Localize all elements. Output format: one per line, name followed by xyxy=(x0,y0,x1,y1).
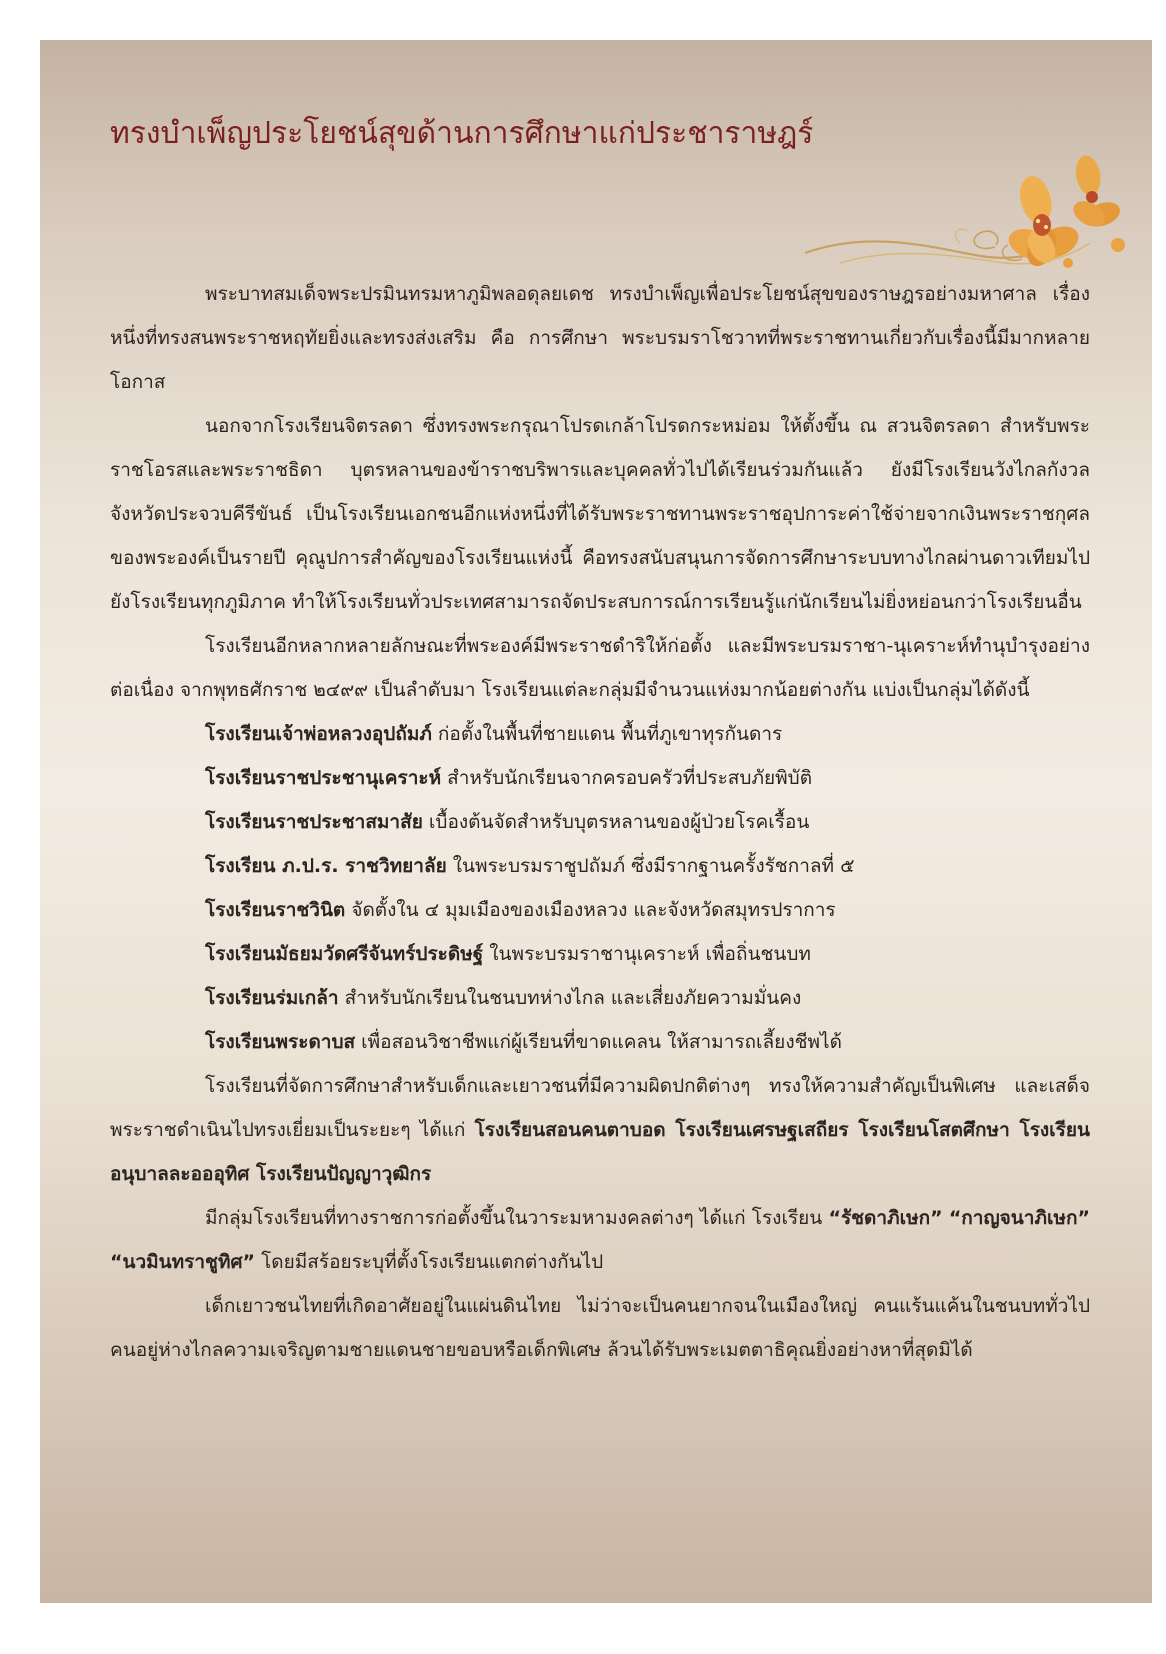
school-desc: เบื้องต้นจัดสำหรับบุตรหลานของผู้ป่วยโรคเรื้อน xyxy=(422,811,810,833)
school-name: โรงเรียนราชประชาสมาสัย xyxy=(205,811,423,833)
occasion-text-c: โดยมีสร้อยระบุที่ตั้งโรงเรียนแตกต่างกันไป xyxy=(255,1251,604,1273)
list-item xyxy=(110,932,1090,976)
orchid-flower-icon xyxy=(800,135,1140,285)
school-desc: จัดตั้งใน ๔ มุมเมืองของเมืองหลวง และจังหวัดสมุทรปราการ xyxy=(345,899,836,921)
school-name: โรงเรียนพระดาบส xyxy=(205,1031,356,1053)
school-desc: เพื่อสอนวิชาชีพแก่ผู้เรียนที่ขาดแคลน ให้สามารถเลี้ยงชีพได้ xyxy=(355,1031,842,1053)
occasion-name-kanchanaphisek: “กาญจนาภิเษก” xyxy=(948,1207,1090,1229)
page-background xyxy=(40,40,1152,1603)
list-item xyxy=(110,976,1090,1020)
school-name: โรงเรียนร่มเกล้า xyxy=(205,987,339,1009)
special-schools-names: โรงเรียนสอนคนตาบอด โรงเรียนเศรษฐเสถียร โรงเรียนโสตศึกษา โรงเรียนอนุบาลละอออุทิศ โรงเรียนปัญญาวุฒิกร xyxy=(110,1119,1090,1185)
list-item xyxy=(110,800,1090,844)
occasion-name-nawamintharachuthit: “นวมินทราชูทิศ” xyxy=(110,1251,256,1273)
paragraph-chitralada: นอกจากโรงเรียนจิตรลดา ซึ่งทรงพระกรุณาโปรดเกล้าโปรดกระหม่อม ให้ตั้งขึ้น ณ สวนจิตรลดา สำหรับพระราชโอรสและพระราชธิดา บุตรหลานของข้าราชบริพารและบุคคลทั่วไปได้เรียนร่วมกันแล้ว ยังมีโรงเรียนวังไกลกังวล จังหวัดประจวบคีรีขันธ์ เป็นโรงเรียนเอกชนอีกแห่งหนึ่งที่ได้รับพระราชทานพระราชอุปการะค่าใช้จ่ายจากเงินพระราชกุศลของพระองค์เป็นรายปี คุณูปการสำคัญของโรงเรียนแห่งนี้ คือทรงสนับสนุนการจัดการศึกษาระบบทางไกลผ่านดาวเทียมไปยังโรงเรียนทุกภูมิภาค ทำให้โรงเรียนทั่วประเทศสามารถจัดประสบการณ์การเรียนรู้แก่นักเรียนไม่ยิ่งหย่อนกว่าโรงเรียนอื่น xyxy=(110,415,1090,613)
occasion-text-a: มีกลุ่มโรงเรียนที่ทางราชการก่อตั้งขึ้นในวาระมหามงคลต่างๆ ได้แก่ โรงเรียน xyxy=(205,1207,829,1229)
paragraph-school-groups: โรงเรียนอีกหลากหลายลักษณะที่พระองค์มีพระราชดำริให้ก่อตั้ง และมีพระบรมราชา-นุเคราะห์ทำนุบำรุงอย่างต่อเนื่อง จากพุทธศักราช ๒๔๙๙ เป็นลำดับมา โรงเรียนแต่ละกลุ่มมีจำนวนแห่งมากน้อยต่างกัน แบ่งเป็นกลุ่มได้ดังนี้ xyxy=(110,635,1090,701)
occasion-name-ratchadaphisek: “รัชดาภิเษก” xyxy=(828,1207,943,1229)
paragraph-royal-occasion-schools xyxy=(110,1196,1090,1284)
school-name: โรงเรียนราชวินิต xyxy=(205,899,346,921)
school-name: โรงเรียน ภ.ป.ร. ราชวิทยาลัย xyxy=(205,855,447,877)
school-name: โรงเรียนมัธยมวัดศรีจันทร์ประดิษฐ์ xyxy=(205,943,484,965)
paragraph-conclusion: เด็กเยาวชนไทยที่เกิดอาศัยอยู่ในแผ่นดินไทย ไม่ว่าจะเป็นคนยากจนในเมืองใหญ่ คนแร้นแค้นในชนบททั่วไป คนอยู่ห่างไกลความเจริญตามชายแดนชายขอบหรือเด็กพิเศษ ล้วนได้รับพระเมตตาธิคุณยิ่งอย่างหาที่สุดมิได้ xyxy=(110,1295,1090,1361)
school-desc: ในพระบรมราชูปถัมภ์ ซึ่งมีรากฐานครั้งรัชกาลที่ ๕ xyxy=(446,855,855,877)
school-desc: ก่อตั้งในพื้นที่ชายแดน พื้นที่ภูเขาทุรกันดาร xyxy=(431,723,783,745)
article-body xyxy=(110,272,1090,1372)
school-name: โรงเรียนเจ้าพ่อหลวงอุปถัมภ์ xyxy=(205,723,432,745)
list-item xyxy=(110,712,1090,756)
list-item xyxy=(110,888,1090,932)
school-desc: ในพระบรมราชานุเคราะห์ เพื่อถิ่นชนบท xyxy=(483,943,811,965)
special-schools-text: โรงเรียนที่จัดการศึกษาสำหรับเด็กและเยาวชนที่มีความผิดปกติต่างๆ ทรงให้ความสำคัญเป็นพิเศษ และเสด็จพระราชดำเนินไปทรงเยี่ยมเป็นระยะๆ ได้แก่ xyxy=(110,1075,1090,1141)
paragraph-special-schools xyxy=(110,1064,1090,1196)
paragraph-intro: พระบาทสมเด็จพระปรมินทรมหาภูมิพลอดุลยเดช ทรงบำเพ็ญเพื่อประโยชน์สุขของราษฎรอย่างมหาศาล เรื่องหนึ่งที่ทรงสนพระราชหฤทัยยิ่งและทรงส่งเสริม คือ การศึกษา พระบรมราโชวาทที่พระราชทานเกี่ยวกับเรื่องนี้มีมากหลายโอกาส xyxy=(110,283,1090,393)
list-item xyxy=(110,756,1090,800)
school-name: โรงเรียนราชประชานุเคราะห์ xyxy=(205,767,442,789)
page-title: ทรงบำเพ็ญประโยชน์สุขด้านการศึกษาแก่ประชาราษฎร์ xyxy=(110,116,814,151)
school-desc: สำหรับนักเรียนในชนบทห่างไกล และเสี่ยงภัยความมั่นคง xyxy=(338,987,802,1009)
list-item xyxy=(110,844,1090,888)
list-item xyxy=(110,1020,1090,1064)
school-desc: สำหรับนักเรียนจากครอบครัวที่ประสบภัยพิบัติ xyxy=(441,767,813,789)
